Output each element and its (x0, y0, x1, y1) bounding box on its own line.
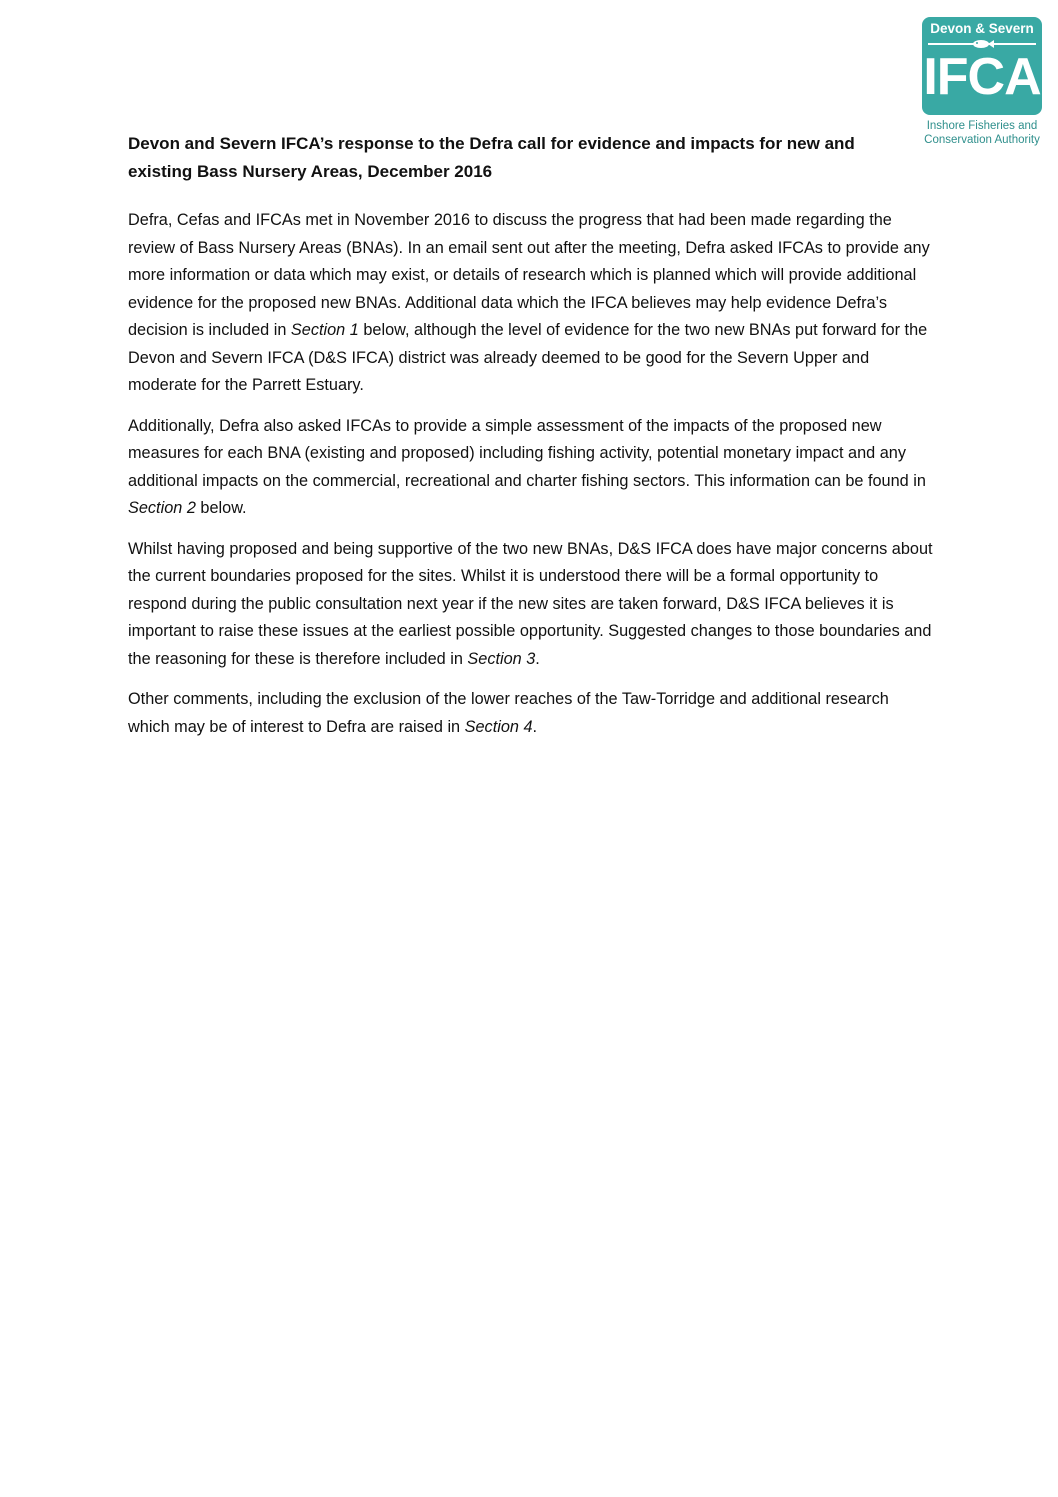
paragraph-1 (128, 207, 933, 400)
section-4-reference: Section 4 (464, 717, 533, 736)
logo-subtitle-line1: Inshore Fisheries and (926, 120, 1038, 132)
logo-subtitle-line2: Conservation Authority (924, 134, 1040, 146)
paragraph-3 (128, 536, 933, 674)
logo-subtitle (916, 119, 1048, 147)
document-title: Devon and Severn IFCA’s response to the Defra call for evidence and impacts for new and existing Bass Nursery Areas, December 2016 (128, 134, 855, 181)
paragraph-4 (128, 686, 933, 741)
paragraph-1-text-a: Defra, Cefas and IFCAs met in November 2016 to discuss the progress that had been made regarding the review of Bass Nursery Areas (BNAs). In an email sent out after the meeting, Defra asked IFCAs to provide any more information or data which may exist, or details of research which is planned which will provide additional evidence for the proposed new BNAs. Additional data which the IFCA believes may help evidence Defra’s decision is included in (128, 211, 930, 339)
paragraph-3-text-a: Whilst having proposed and being supportive of the two new BNAs, D&S IFCA does have major concerns about the current boundaries proposed for the sites. Whilst it is understood there will be a formal opportunity to respond during the public consultation next year if the new sites are taken forward, D&S IFCA believes it is important to raise these issues at the earliest possible opportunity. Suggested changes to those boundaries and the reasoning for these is therefore included in (128, 539, 933, 668)
section-1-reference: Section 1 (290, 321, 359, 339)
logo-badge (922, 17, 1042, 115)
section-2-reference: Section 2 (128, 499, 196, 517)
paragraph-2-text-b: below. (195, 499, 247, 517)
paragraph-4-text-a: Other comments, including the exclusion of the lower reaches of the Taw-Torridge and additional research which may be of interest to Defra are raised in (128, 690, 889, 736)
paragraph-2 (128, 413, 933, 523)
paragraph-4-text-b: . (532, 717, 538, 736)
paragraph-1-text-b: below, although the level of evidence for the two new BNAs put forward for the Devon and Severn IFCA (D&S IFCA) district was already deemed to be good for the Severn Upper and moderate for the Parrett Estuary. (128, 321, 928, 394)
ifca-logo (922, 17, 1048, 152)
section-3-reference: Section 3 (467, 649, 536, 668)
document-body (128, 207, 933, 754)
paragraph-2-text-a: Additionally, Defra also asked IFCAs to provide a simple assessment of the impacts of the proposed new measures for each BNA (existing and proposed) including fishing activity, potential monetary impact and any additional impacts on the commercial, recreational and charter fishing sectors. This information can be found in (128, 416, 926, 490)
logo-top-text: Devon & Severn (930, 21, 1034, 36)
logo-main-text: IFCA (923, 48, 1041, 106)
paragraph-3-text-b: . (535, 649, 540, 668)
